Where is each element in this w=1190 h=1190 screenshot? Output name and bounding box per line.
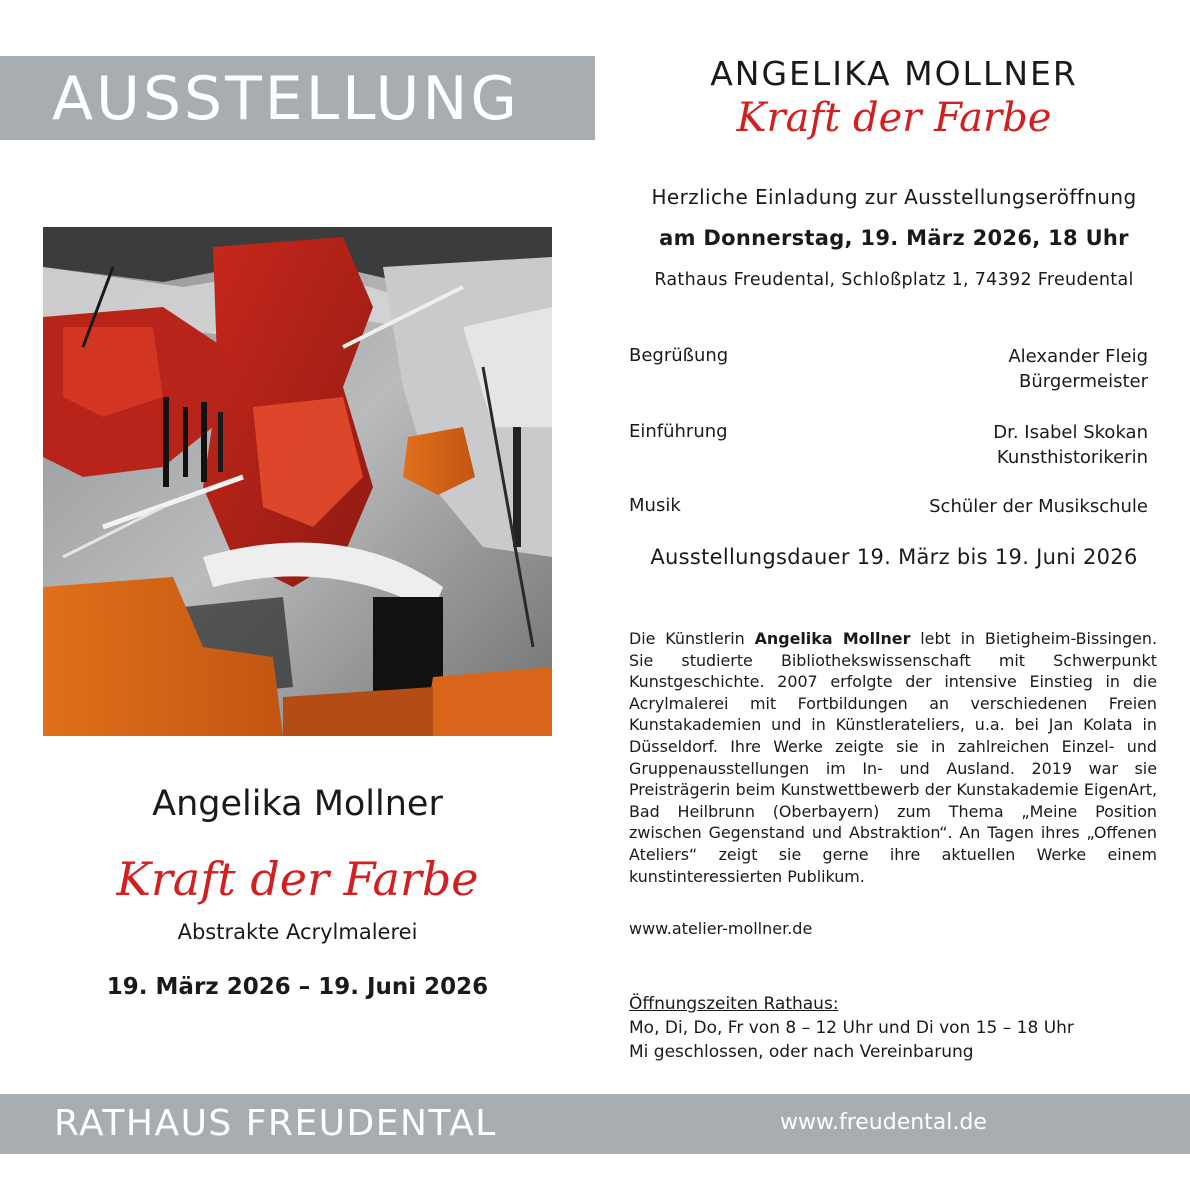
header-artist-name: ANGELIKA MOLLNER [710, 54, 1078, 93]
program-role: Bürgermeister [1019, 371, 1148, 392]
banner-label: AUSSTELLUNG [52, 64, 520, 134]
opening-hours-title: Öffnungszeiten Rathaus: [629, 994, 839, 1014]
exhibition-title: Kraft der Farbe [116, 852, 479, 906]
program-person: Schüler der Musikschule [929, 496, 1148, 517]
header-exhibition-title: Kraft der Farbe [736, 95, 1052, 141]
exhibition-subtitle: Abstrakte Acrylmalerei [177, 920, 418, 944]
program-label-welcome: Begrüßung [629, 345, 729, 366]
program-role: Kunsthistorikerin [996, 447, 1148, 468]
artist-name: Angelika Mollner [152, 784, 443, 824]
program-label-introduction: Einführung [629, 421, 728, 442]
footer-bar [0, 1094, 1190, 1154]
program-speaker-welcome [1008, 344, 1148, 394]
venue-address: Rathaus Freudental, Schloßplatz 1, 74392 Freudental [654, 270, 1134, 290]
bio-intro: Die Künstlerin [629, 629, 755, 648]
artist-website-link[interactable]: www.atelier-mollner.de [629, 919, 813, 938]
painting-image [43, 227, 552, 736]
program-speaker-introduction [993, 420, 1148, 470]
program-speaker-music [929, 494, 1148, 519]
program-person: Alexander Fleig [1008, 346, 1148, 367]
footer-venue: RATHAUS FREUDENTAL [54, 1103, 497, 1144]
exhibition-dates: 19. März 2026 – 19. Juni 2026 [106, 974, 489, 1000]
bio-artist-name: Angelika Mollner [754, 629, 911, 648]
opening-hours-line-2: Mi geschlossen, oder nach Vereinbarung [629, 1042, 974, 1062]
artist-bio [629, 628, 1157, 887]
bio-text: lebt in Bietigheim-Bissingen. Sie studierte Bibliothekswissenschaft mit Schwerpunkt Kunstgeschichte. 2007 erfolgte der intensive Einstieg in die Acrylmalerei mit Fortbildungen an verschiedenen Freien Kunstakademien und in Künstlerateliers, u.a. bei Jan Kolata in Düsseldorf. Ihre Werke zeigte sie in zahlreichen Einzel- und Gruppenausstellungen im In- und Ausland. 2019 war sie Preisträgerin beim Kunstwettbewerb der Kunstakademie EigenArt, Bad Heilbrunn (Oberbayern) zum Thema „Meine Position zwischen Gegenstand und Abstraktion“. An Tagen ihres „Offenen Ateliers“ zeigt sie gerne ihre aktuellen Werke einem kunstinteressierten Publikum. [629, 629, 1158, 886]
footer-website-link[interactable]: www.freudental.de [780, 1110, 987, 1135]
invitation-line: Herzliche Einladung zur Ausstellungseröffnung [651, 185, 1137, 209]
exhibition-duration: Ausstellungsdauer 19. März bis 19. Juni 2026 [650, 545, 1138, 569]
program-person: Dr. Isabel Skokan [993, 422, 1148, 443]
opening-hours-line-1: Mo, Di, Do, Fr von 8 – 12 Uhr und Di von 15 – 18 Uhr [629, 1018, 1074, 1038]
top-banner [0, 56, 595, 140]
opening-date: am Donnerstag, 19. März 2026, 18 Uhr [659, 226, 1129, 250]
program-label-music: Musik [629, 495, 681, 516]
